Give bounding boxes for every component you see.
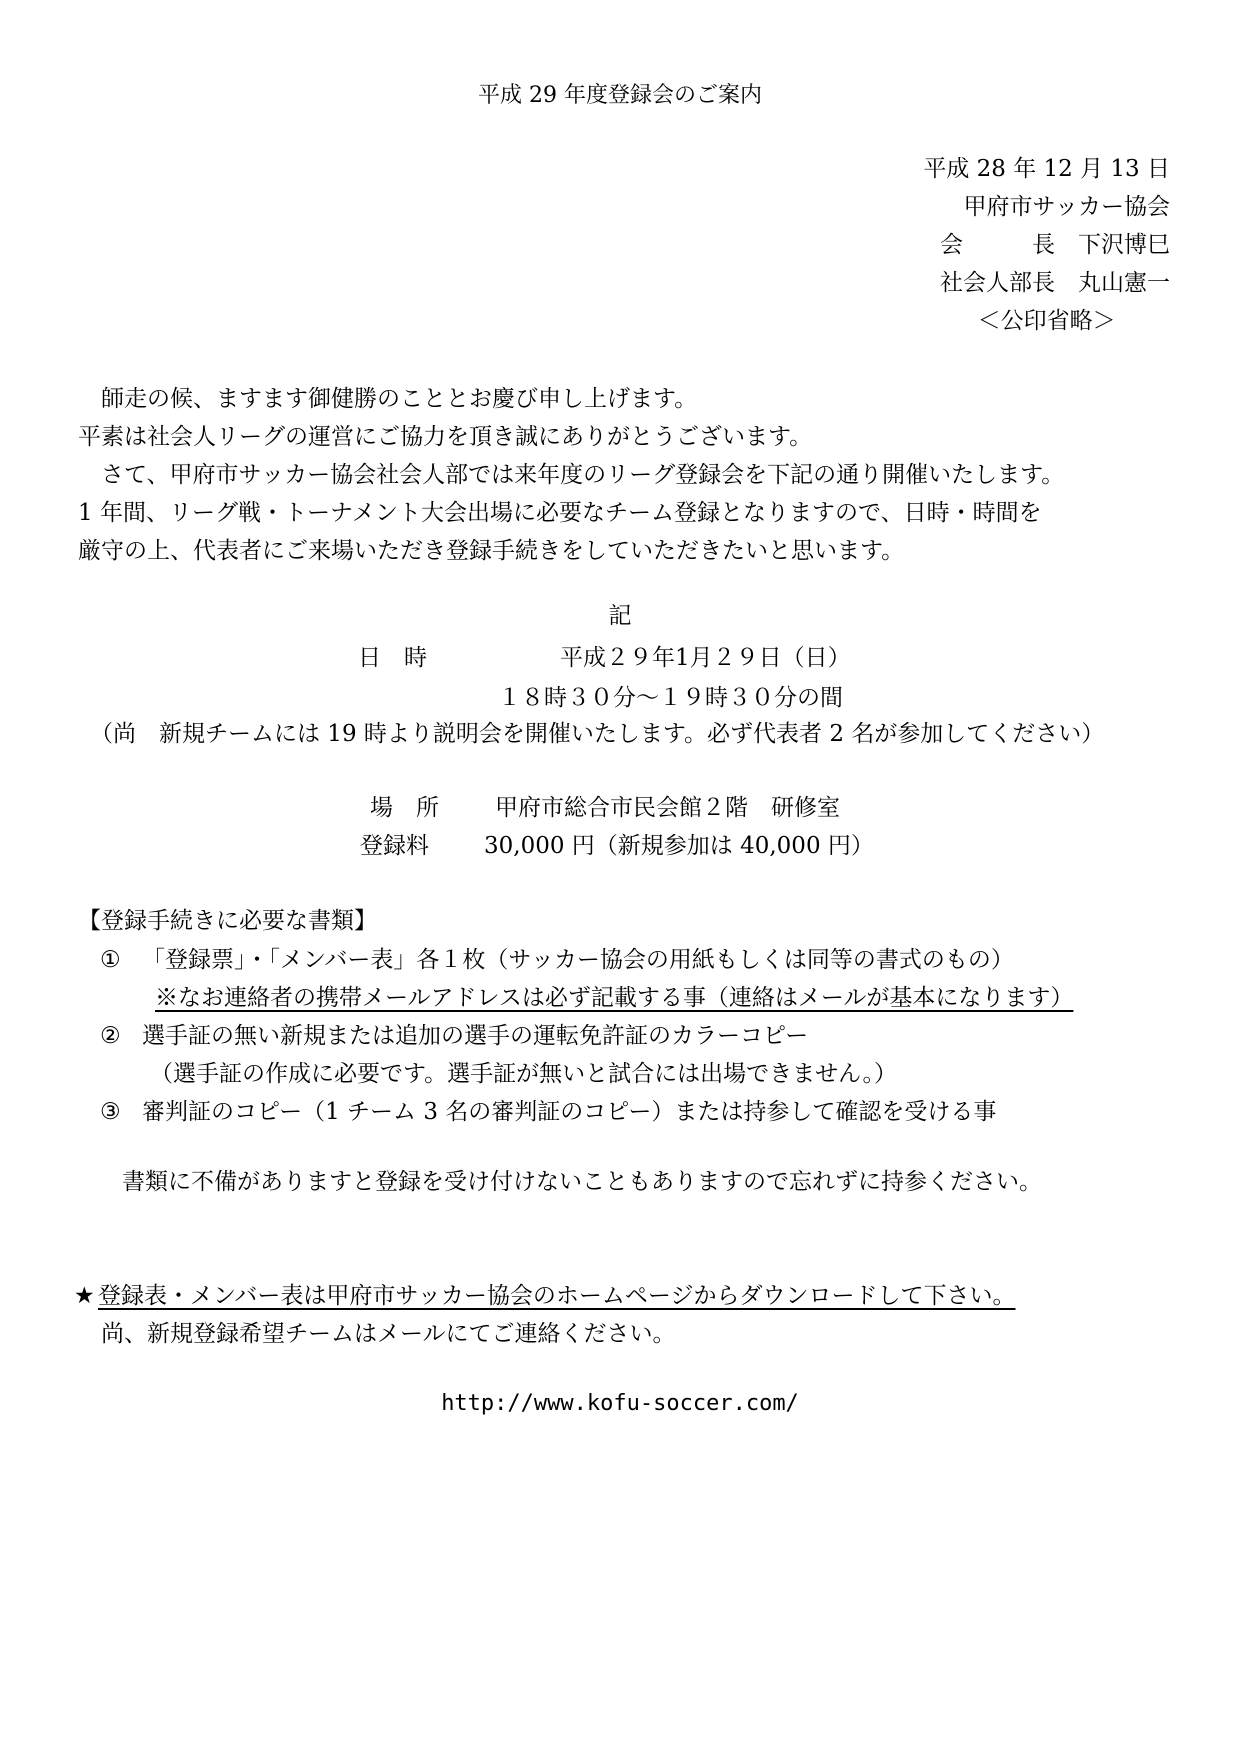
greeting-line: さて、甲府市サッカー協会社会人部では来年度のリーグ登録会を下記の通り開催いたします。 — [78, 462, 1065, 488]
email-required-note: ※なお連絡者の携帯メールアドレスは必ず記載する事（連絡はメールが基本になります） — [155, 985, 1074, 1011]
greeting-line: 厳守の上、代表者にご来場いただき登録手続きをしていただきたいと思います。 — [78, 538, 905, 564]
fee-label: 登録料 — [360, 833, 429, 859]
greeting-line: 平素は社会人リーグの運営にご協力を頂き誠にありがとうございます。 — [78, 424, 813, 450]
new-team-contact-note: 尚、新規登録希望チームはメールにてご連絡ください。 — [78, 1321, 676, 1347]
list-number: ② — [100, 1023, 121, 1049]
time-value: １８時３０分～１９時３０分の間 — [498, 685, 843, 711]
fee-value: 30,000 円（新規参加は 40,000 円） — [484, 833, 874, 859]
star-icon: ★ — [74, 1283, 95, 1309]
document-item: 審判証のコピー（1 チーム 3 名の審判証のコピー）または持参して確認を受ける事 — [142, 1099, 997, 1125]
warning-text: 書類に不備がありますと登録を受け付けないこともありますので忘れずに持参ください。 — [122, 1169, 1042, 1195]
document-title: 平成 29 年度登録会のご案内 — [478, 83, 762, 108]
department-head-name: 社会人部長 丸山憲一 — [940, 270, 1170, 296]
greeting-line: 1 年間、リーグ戦・トーナメント大会出場に必要なチーム登録となりますので、日時・時間を — [78, 500, 1042, 526]
list-number: ③ — [100, 1099, 121, 1125]
new-team-note: （尚 新規チームには 19 時より説明会を開催いたします。必ず代表者 2 名が参加してください） — [90, 721, 1105, 747]
place-label: 場 所 — [370, 795, 439, 821]
website-url[interactable]: http://www.kofu-soccer.com/ — [441, 1391, 799, 1416]
list-number: ① — [100, 947, 121, 973]
ki-heading: 記 — [608, 603, 632, 629]
documents-heading: 【登録手続きに必要な書類】 — [78, 908, 377, 934]
document-item: 選手証の無い新規または追加の選手の運転免許証のカラーコピー — [142, 1023, 809, 1049]
issue-date: 平成 28 年 12 月 13 日 — [923, 156, 1170, 182]
greeting-line: 師走の候、ますます御健勝のこととお慶び申し上げます。 — [78, 386, 698, 412]
organization-name: 甲府市サッカー協会 — [963, 194, 1170, 220]
document-item: 「登録票」・「メンバー表」各１枚（サッカー協会の用紙もしくは同等の書式のもの） — [142, 947, 1014, 973]
datetime-value: 平成２９年1月２９日（日） — [560, 645, 851, 671]
greeting-paragraph — [78, 380, 1064, 570]
official-seal-omitted: ＜公印省略＞ — [977, 308, 1116, 334]
chairman-name: 会 長 下沢博巳 — [940, 232, 1170, 258]
download-notice: 登録表・メンバー表は甲府市サッカー協会のホームページからダウンロードして下さい。 — [98, 1283, 1016, 1309]
sender-block — [923, 150, 1170, 340]
datetime-label: 日 時 — [358, 645, 427, 671]
document-item-note: （選手証の作成に必要です。選手証が無いと試合には出場できません。） — [150, 1061, 898, 1087]
place-value: 甲府市総合市民会館２階 研修室 — [495, 795, 840, 821]
